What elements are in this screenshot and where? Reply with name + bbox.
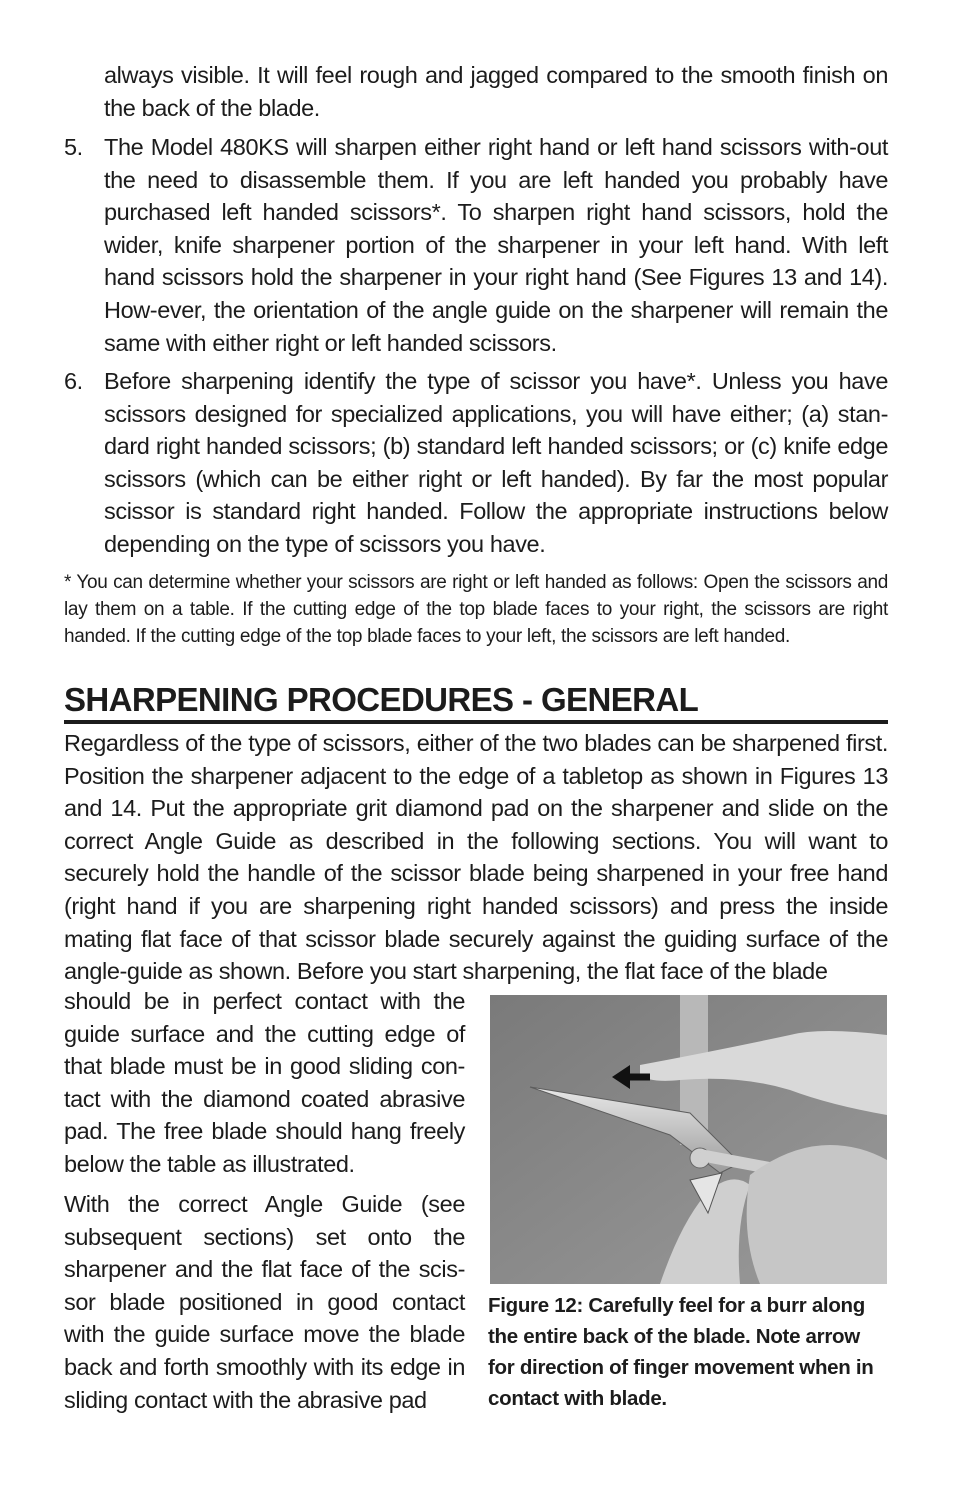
list-item xyxy=(64,131,888,359)
list-item-text: Before sharpening identify the type of scissor you have*. Unless you have scissors designed for specialized applications, you will have either; (a) stan-dard right handed scissors; (b) standard left handed scissors; or (c) knife edge scissors (which can be either right or left handed). By far the most popular scissor is standard right handed. Follow the appropriate instructions below depending on the type of scissors you have. xyxy=(104,368,888,557)
list-item xyxy=(64,365,888,561)
list-item-number: 6. xyxy=(64,368,83,394)
figure-caption: Figure 12: Carefully feel for a burr along the entire back of the blade. Note arrow for direction of finger movement when in contact with blade. xyxy=(488,1294,874,1410)
list-item-number: 5. xyxy=(64,134,83,160)
paragraph: With the correct Angle Guide (see subsequent sections) set onto the sharpener and the flat face of the scis-sor blade positioned in good contact with the guide surface move the blade back and forth smoothly with its edge in sliding contact with the abrasive pad xyxy=(64,1191,465,1413)
list-item-text: The Model 480KS will sharpen either right hand or left hand scissors with-out the need to disassemble them. If you are left handed you probably have purchased left handed scissors*. To sharpen right hand scissors, hold the wider, knife sharpener portion of the sharpener in your left hand. With left hand scissors hold the sharpener in your right hand (See Figures 13 and 14). How-ever, the orientation of the angle guide on the sharpener will remain the same with either right or left handed scissors. xyxy=(104,134,888,356)
paragraph-column-continuation: should be in perfect contact with the guide surface and the cutting edge of that blade must be in good sliding con-tact with the diamond coated abrasive pad. The free blade should hang freely below the table as illustrated. xyxy=(64,988,465,1177)
section-heading: SHARPENING PROCEDURES - GENERAL xyxy=(64,680,888,724)
footnote: * You can determine whether your scissors are right or left handed as follows: Open the scissors and lay them on a table. If the cutting edge of the top blade faces to your right, the scissors are right handed. If the cutting edge of the top blade faces to your left, the scissors are left handed. xyxy=(64,572,888,647)
paragraph: Regardless of the type of scissors, either of the two blades can be sharpened first. Position the sharpener adjacent to the edge of a tabletop as shown in Figures 13 and 14. Put the appropriate grit diamond pad on the sharpener and slide on the correct Angle Guide as described in the following sections. You will want to securely hold the handle of the scissor blade being sharpened in your free hand (right hand if you are sharpening right handed scissors) and press the inside mating flat face of that scissor blade securely against the guiding surface of the angle-guide as shown. Before you start sharpening, the flat face of the blade xyxy=(64,730,888,985)
scissors-burr-photo-illustration xyxy=(490,995,887,1284)
figure-photo xyxy=(490,995,887,1284)
continued-paragraph: always visible. It will feel rough and jagged compared to the smooth finish on the back of the blade. xyxy=(104,62,888,121)
